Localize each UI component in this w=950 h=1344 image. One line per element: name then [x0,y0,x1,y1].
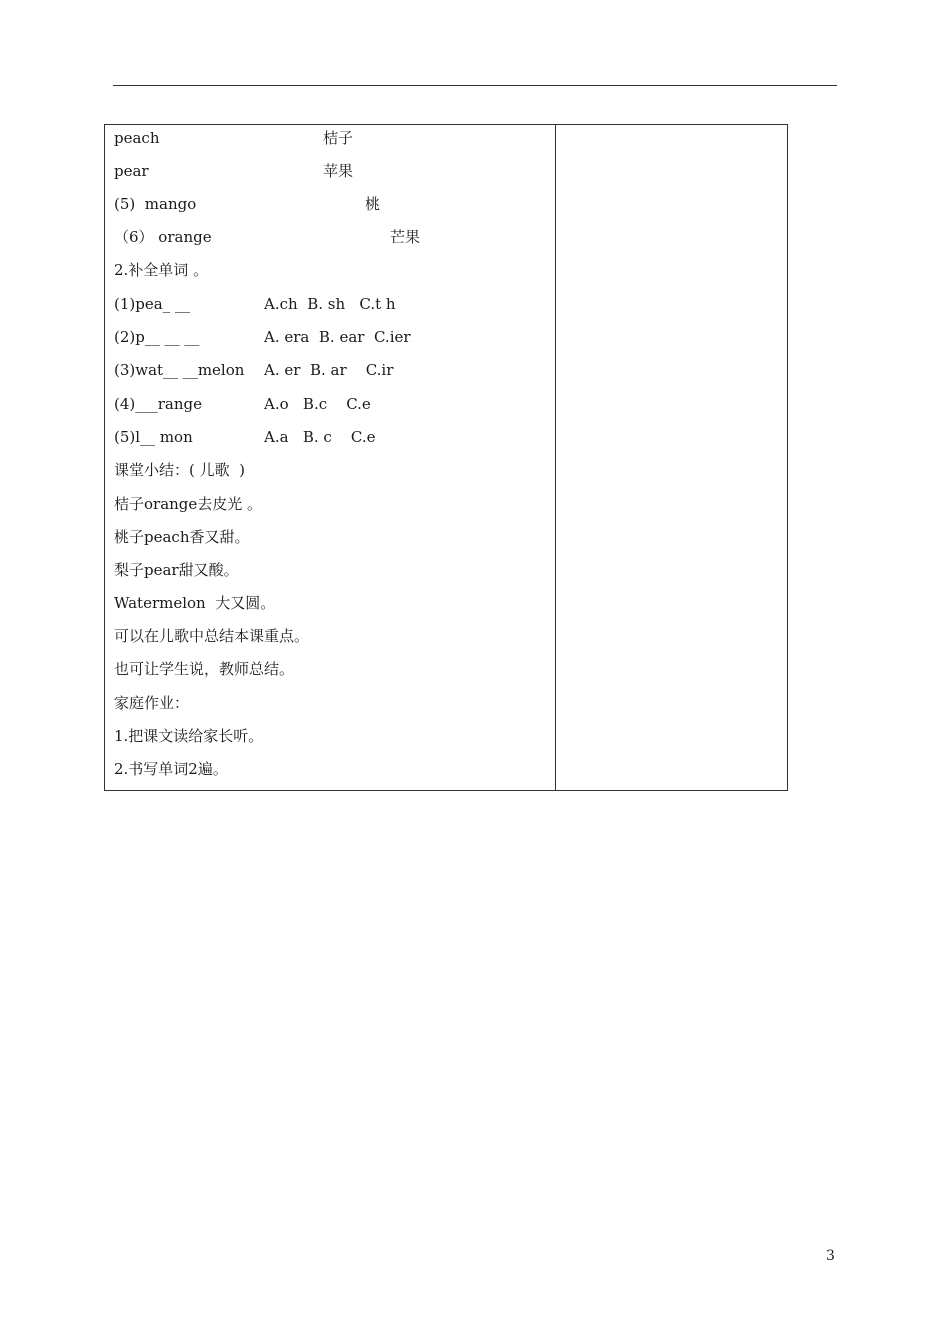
exercise-item-options: A.a B. c C.e [264,428,376,446]
vocab-word: (5) mango [114,195,197,213]
summary-line: 梨子pear甜又酸。 [114,561,239,579]
vocab-word: pear [114,162,149,180]
lesson-table [104,124,788,791]
exercise-item-options: A. era B. ear C.ier [264,328,411,346]
exercise-heading: 2.补全单词 。 [114,261,209,279]
summary-line: 桔子orange去皮光 。 [114,495,263,513]
homework-line: 1.把课文读给家长听。 [114,727,264,745]
exercise-item-options: A.ch B. sh C.t h [264,295,396,313]
homework-heading: 家庭作业： [114,694,190,712]
vocab-meaning: 芒果 [390,228,421,246]
summary-line: 也可让学生说，教师总结。 [114,660,295,678]
header-rule [113,85,837,86]
exercise-item-word: (2)p__ __ __ [114,328,200,346]
exercise-item-word: (3)wat__ __melon [114,361,245,379]
table-column-divider [555,124,556,791]
summary-line: 可以在儿歌中总结本课重点。 [114,627,310,645]
summary-line: 桃子peach香又甜。 [114,528,250,546]
summary-heading: 课堂小结：( 儿歌 ) [114,461,246,479]
exercise-item-options: A.o B.c C.e [264,395,371,413]
vocab-word: peach [114,129,160,147]
exercise-item-options: A. er B. ar C.ir [264,361,394,379]
homework-line: 2.书写单词2遍。 [114,760,228,778]
vocab-meaning: 桔子 [323,129,354,147]
exercise-item-word: (1)pea_ __ [114,295,190,313]
page-number: 3 [826,1248,835,1264]
exercise-item-word: (4)___range [114,395,203,413]
vocab-meaning: 苹果 [323,162,354,180]
exercise-item-word: (5)l__ mon [114,428,193,446]
vocab-word: （6） orange [114,228,212,246]
summary-line: Watermelon 大又圆。 [114,594,276,612]
vocab-meaning: 桃 [365,195,381,213]
